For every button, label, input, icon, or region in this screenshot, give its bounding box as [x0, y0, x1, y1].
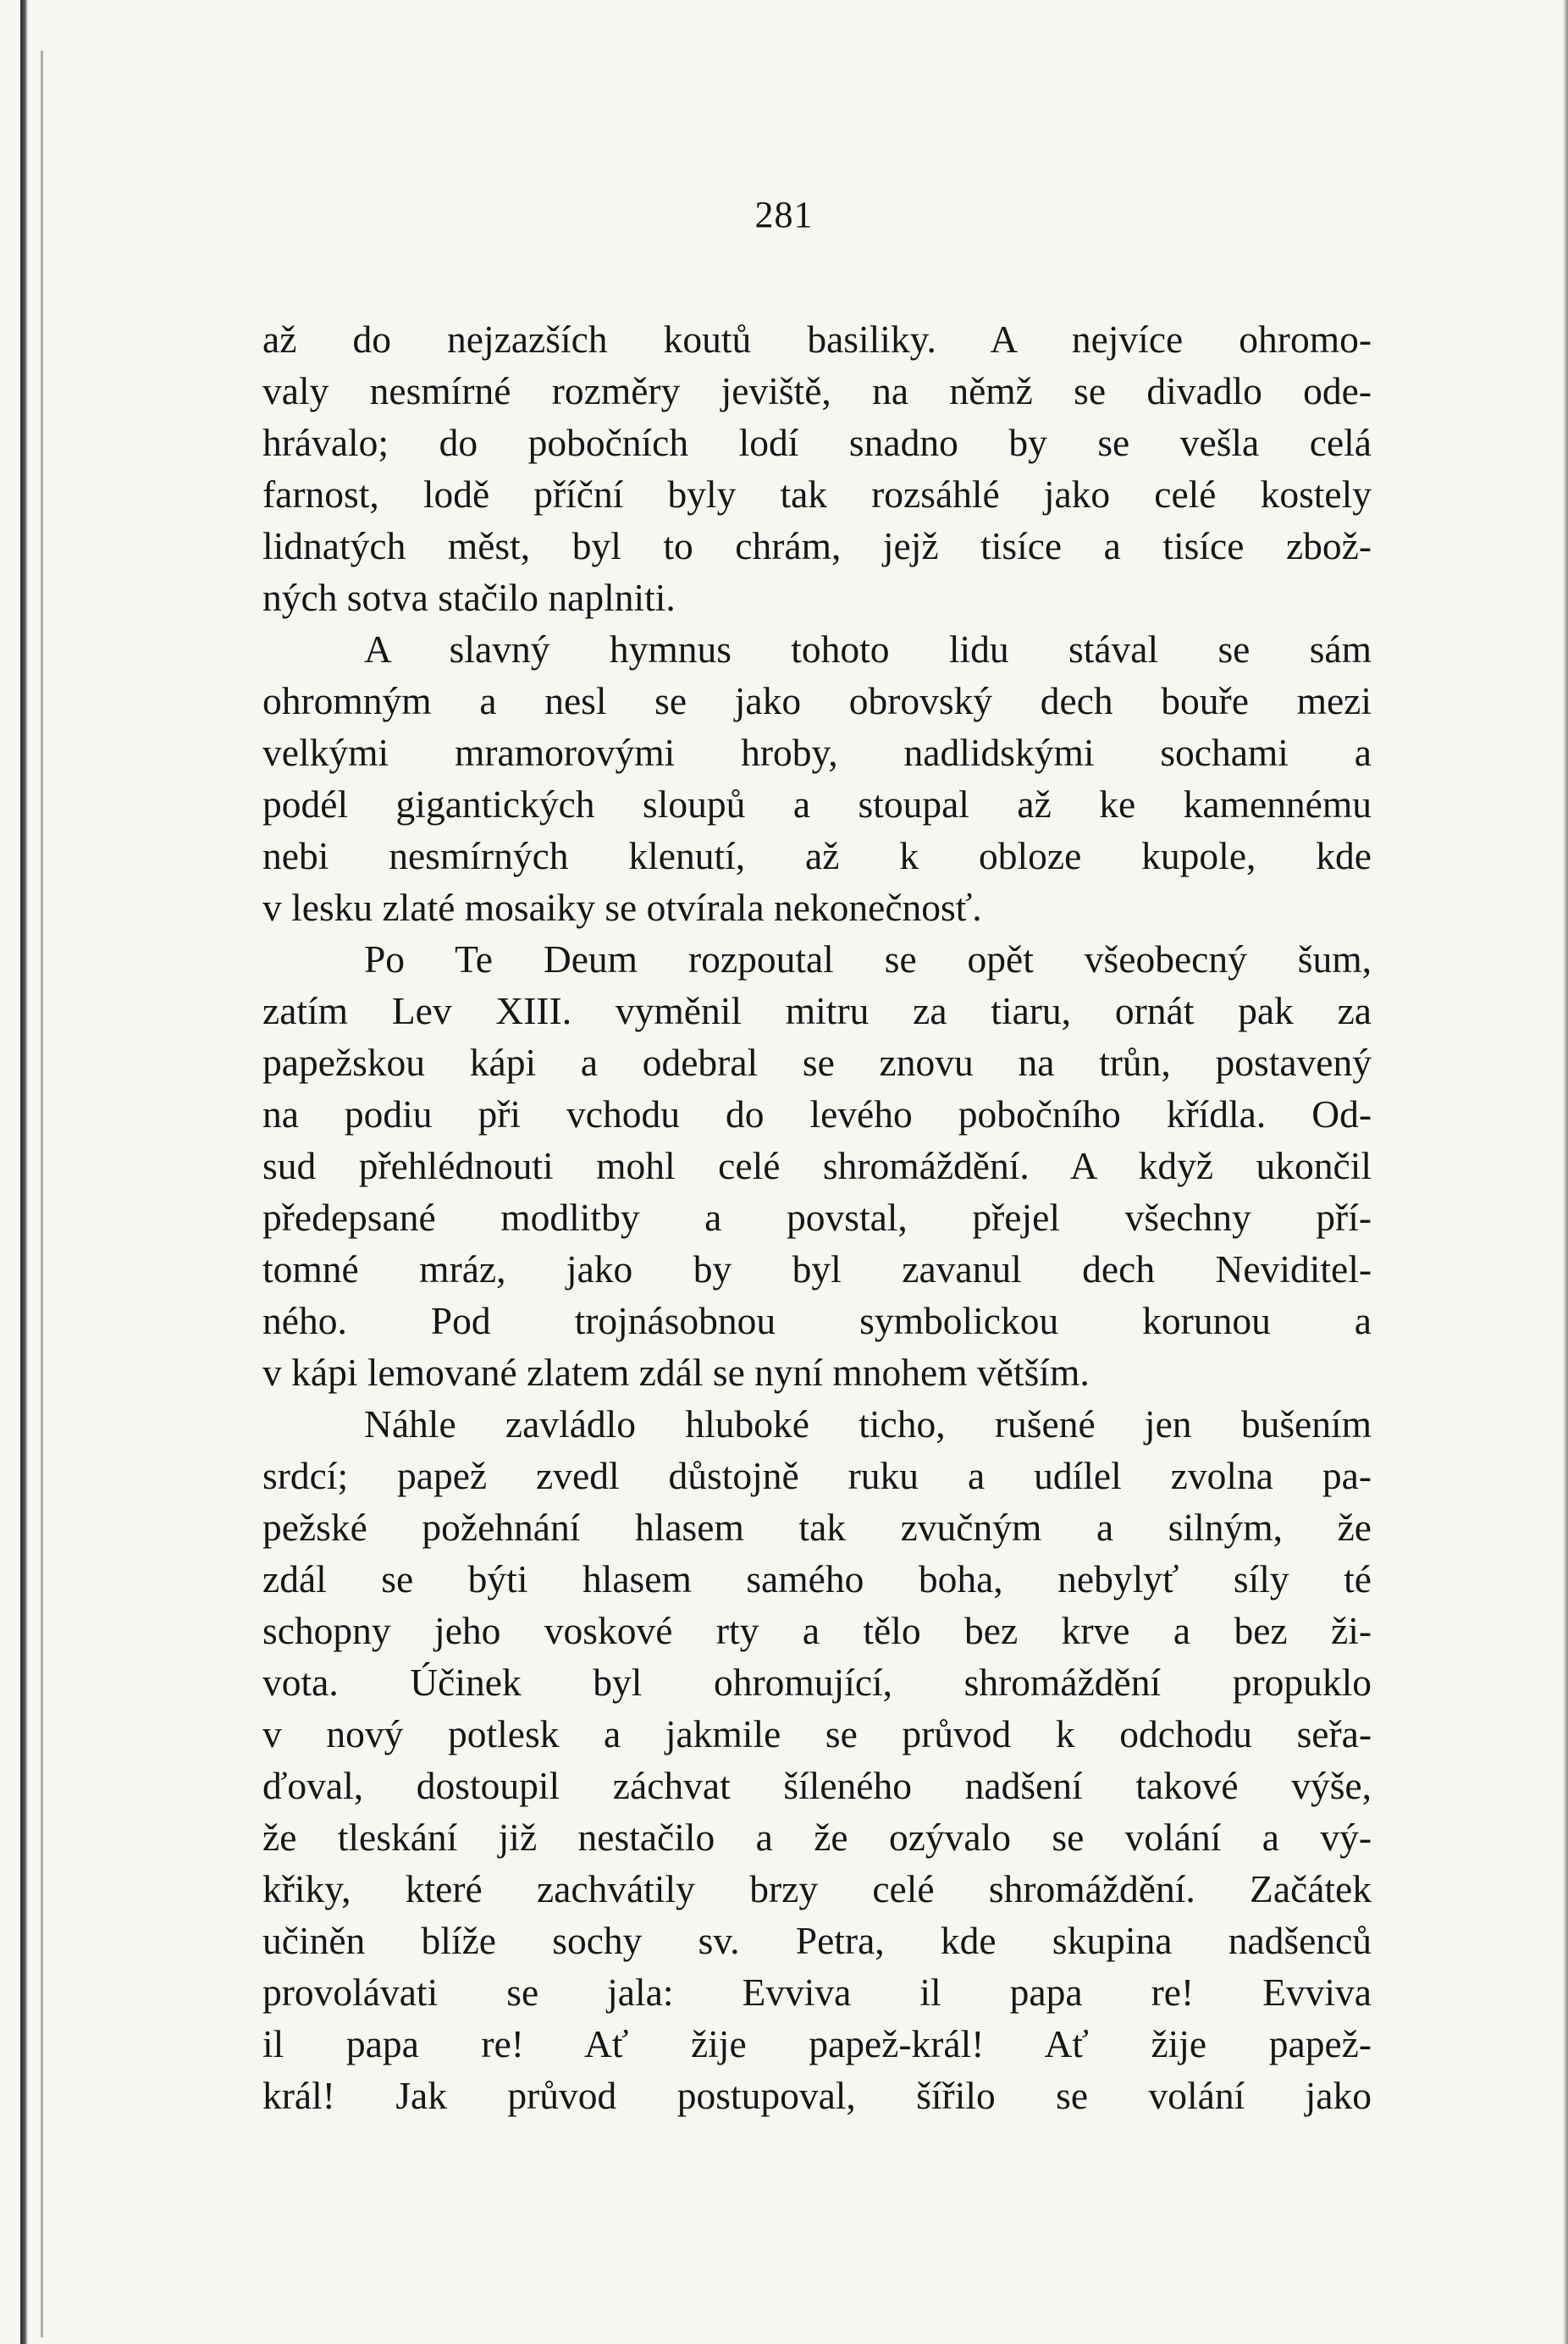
text-line: učiněn blíže sochy sv. Petra, kde skupina nadšenců [262, 1919, 1372, 1962]
text-line: ných sotva stačilo naplniti. [262, 576, 676, 619]
text-line: velkými mramorovými hroby, nadlidskými sochami a [262, 731, 1372, 774]
text-line: předepsané modlitby a povstal, přejel všechny pří- [262, 1196, 1372, 1239]
text-line: v lesku zlaté mosaiky se otvírala nekonečnosť. [262, 886, 982, 929]
text-line: král! Jak průvod postupoval, šířilo se volání jako [262, 2074, 1372, 2117]
text-line: lidnatých měst, byl to chrám, jejž tisíce a tisíce zbož- [262, 524, 1372, 567]
text-line: na podiu při vchodu do levého pobočního křídla. Od- [262, 1092, 1372, 1136]
text-line: ďoval, dostoupil záchvat šíleného nadšení takové výše, [262, 1764, 1372, 1807]
text-line: A slavný hymnus tohoto lidu stával se sám [364, 627, 1372, 671]
text-line: Náhle zavládlo hluboké ticho, rušené jen bušením [364, 1402, 1372, 1446]
text-line: až do nejzazších koutů basiliky. A nejvíce ohromo- [262, 318, 1372, 361]
text-line: křiky, které zachvátily brzy celé shromáždění. Začátek [262, 1867, 1372, 1910]
text-line: Po Te Deum rozpoutal se opět všeobecný šum, [364, 937, 1372, 981]
text-line: tomné mráz, jako by byl zavanul dech Neviditel- [262, 1247, 1372, 1291]
text-line: zatím Lev XIII. vyměnil mitru za tiaru, ornát pak za [262, 989, 1372, 1032]
text-line: zdál se býti hlasem samého boha, nebylyť síly té [262, 1557, 1372, 1600]
text-line: hrávalo; do pobočních lodí snadno by se vešla celá [262, 421, 1372, 464]
page-number: 281 [754, 194, 814, 235]
text-line: schopny jeho voskové rty a tělo bez krve a bez ži- [262, 1609, 1372, 1652]
text-line: sud přehlédnouti mohl celé shromáždění. A když ukončil [262, 1144, 1372, 1187]
text-line: v kápi lemované zlatem zdál se nyní mnohem větším. [262, 1351, 1090, 1394]
body-text [262, 313, 1372, 2121]
text-line: v nový potlesk a jakmile se průvod k odchodu seřa- [262, 1712, 1372, 1755]
text-line: papežskou kápi a odebral se znovu na trůn, postavený [262, 1041, 1372, 1084]
text-line: podél gigantických sloupů a stoupal až ke kamennému [262, 782, 1372, 826]
scan-edge-left [20, 0, 28, 2344]
scan-binding-shadow [41, 51, 43, 2337]
text-line: provolávati se jala: Evviva il papa re! Evviva [262, 1971, 1372, 2014]
text-line: valy nesmírné rozměry jeviště, na němž se divadlo ode- [262, 369, 1372, 412]
text-line: vota. Účinek byl ohromující, shromáždění propuklo [262, 1661, 1372, 1704]
scan-edge-right [1563, 0, 1568, 2344]
text-line: pežské požehnání hlasem tak zvučným a silným, že [262, 1506, 1372, 1549]
text-line: že tleskání již nestačilo a že ozývalo se volání a vý- [262, 1816, 1372, 1859]
text-line: il papa re! Ať žije papež-král! Ať žije papež- [262, 2022, 1372, 2065]
text-line: farnost, lodě příční byly tak rozsáhlé jako celé kostely [262, 473, 1372, 516]
text-line: ohromným a nesl se jako obrovský dech bouře mezi [262, 679, 1372, 722]
text-line: srdcí; papež zvedl důstojně ruku a udílel zvolna pa- [262, 1454, 1372, 1497]
text-line: ného. Pod trojnásobnou symbolickou korunou a [262, 1299, 1372, 1342]
text-line: nebi nesmírných klenutí, až k obloze kupole, kde [262, 834, 1372, 877]
